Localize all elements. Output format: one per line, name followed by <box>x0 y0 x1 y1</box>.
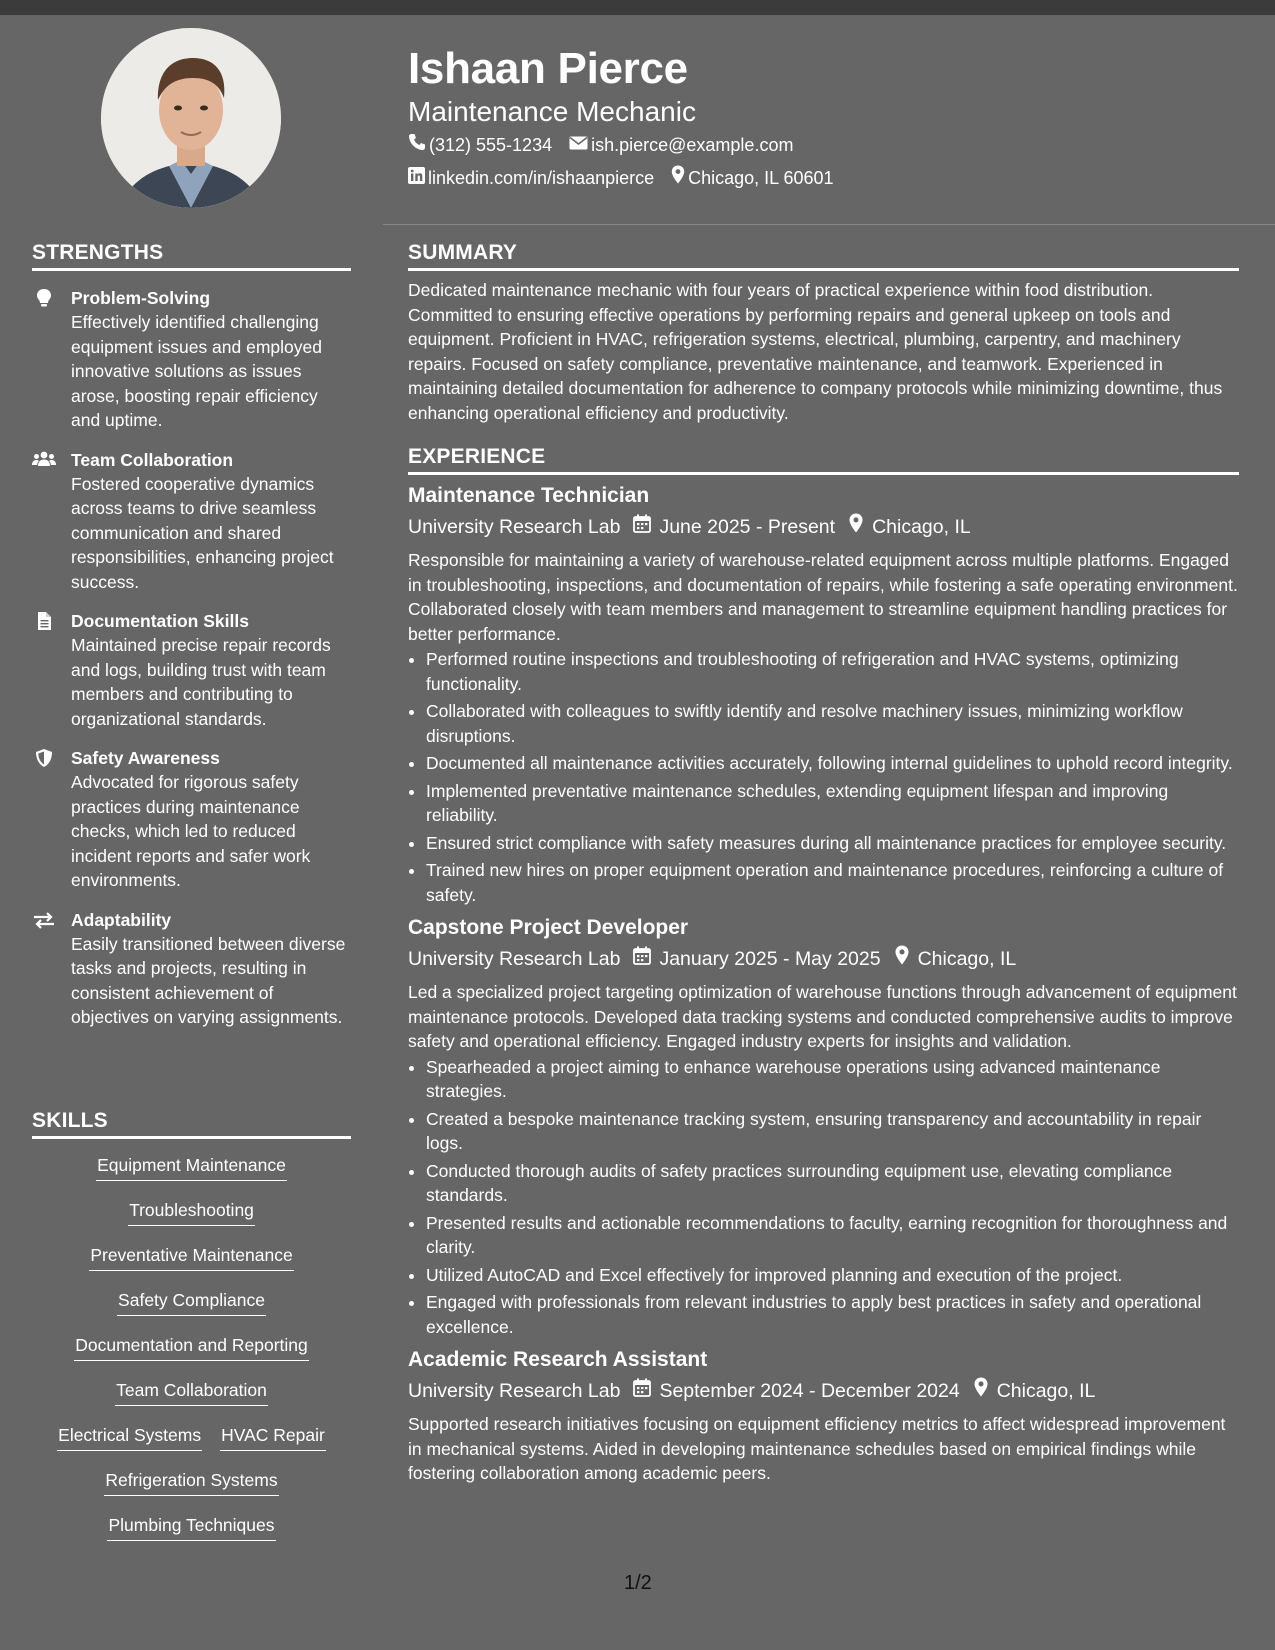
calendar-icon <box>620 1376 659 1406</box>
candidate-role: Maintenance Mechanic <box>408 96 696 127</box>
job-dates: January 2025 - May 2025 <box>659 948 881 970</box>
job-title: Academic Research Assistant <box>408 1348 708 1371</box>
shield-icon <box>32 748 56 768</box>
map-pin-icon <box>881 944 918 974</box>
exchange-icon <box>32 910 56 930</box>
skills-list <box>32 1153 351 1558</box>
job-dates: June 2025 - Present <box>659 516 836 538</box>
skill-tag: Refrigeration Systems <box>104 1468 278 1496</box>
strength-title: Problem-Solving <box>71 288 211 308</box>
location-contact <box>671 165 833 190</box>
email-contact[interactable] <box>569 133 793 157</box>
strengths-heading: STRENGTHS <box>32 241 351 271</box>
phone-icon <box>408 133 426 157</box>
list-item: • Created a bespoke maintenance tracking system, ensuring transparency and accountability in repair logs. <box>426 1107 1239 1156</box>
job-org: University Research Lab <box>408 948 621 970</box>
strength-desc: Maintained precise repair records and logs, building trust with team members and contributing to organizational standards. <box>71 635 331 729</box>
job-bullets <box>408 1055 1239 1340</box>
skill-tag: Team Collaboration <box>115 1378 268 1406</box>
list-item: • Documented all maintenance activities accurately, following internal guidelines to uphold record integrity. <box>426 751 1239 776</box>
job-title: Maintenance Technician <box>408 484 650 507</box>
skill-tag: HVAC Repair <box>220 1423 326 1451</box>
skills-heading: SKILLS <box>32 1109 351 1139</box>
header-divider <box>383 224 1275 225</box>
phone-contact[interactable] <box>408 133 552 157</box>
email-text: ish.pierce@example.com <box>591 135 794 155</box>
location-text: Chicago, IL 60601 <box>688 167 834 188</box>
calendar-icon <box>620 944 659 974</box>
list-item: • Engaged with professionals from relevant industries to apply best practices in safety and operational excellence. <box>426 1290 1239 1339</box>
skill-tag: Electrical Systems <box>57 1423 202 1451</box>
envelope-icon <box>569 133 588 157</box>
experience-heading: EXPERIENCE <box>408 445 1239 475</box>
job-location: Chicago, IL <box>917 948 1017 970</box>
job-org: University Research Lab <box>408 1380 621 1402</box>
strength-desc: Advocated for rigorous safety practices during maintenance checks, which led to reduced incident reports and safer work environments. <box>71 772 311 890</box>
strength-title: Safety Awareness <box>71 748 220 768</box>
map-pin-icon <box>671 165 685 190</box>
job-meta <box>408 1376 1239 1406</box>
strength-title: Documentation Skills <box>71 611 249 631</box>
linkedin-icon <box>408 166 425 190</box>
contact-row-2 <box>408 165 834 190</box>
strength-item <box>32 609 351 731</box>
job-location: Chicago, IL <box>872 516 971 538</box>
strength-title: Adaptability <box>71 909 172 930</box>
list-item: • Trained new hires on proper equipment operation and maintenance procedures, reinforcing a culture of safety. <box>426 858 1239 907</box>
strength-item <box>32 286 351 433</box>
job-meta <box>408 512 1239 542</box>
list-item: • Collaborated with colleagues to swiftly identify and resolve machinery issues, minimizing workflow disruptions. <box>426 699 1239 748</box>
skill-tag: Safety Compliance <box>117 1288 266 1316</box>
skill-tag: Troubleshooting <box>128 1198 255 1226</box>
contact-row-1 <box>408 133 793 157</box>
job-org: University Research Lab <box>408 516 621 538</box>
top-bar <box>0 0 1275 15</box>
experience-section <box>408 445 1239 1486</box>
job-entry <box>408 914 1239 1339</box>
linkedin-text: linkedin.com/in/ishaanpierce <box>428 167 655 188</box>
strength-desc: Easily transitioned between diverse tasks and projects, resulting in consistent achievement of objectives on varying assignments. <box>71 933 346 1027</box>
strength-desc: Fostered cooperative dynamics across teams to drive seamless communication and shared responsibilities, enhancing project success. <box>71 473 334 592</box>
strength-item <box>32 448 351 595</box>
strength-title: Team Collaboration <box>71 449 234 470</box>
list-item: • Implemented preventative maintenance schedules, extending equipment lifespan and improving reliability. <box>426 779 1239 828</box>
users-icon <box>32 450 56 470</box>
skill-tag: Documentation and Reporting <box>74 1333 309 1361</box>
list-item: • Performed routine inspections and troubleshooting of refrigeration and HVAC systems, optimizing functionality. <box>426 647 1239 696</box>
strength-desc: Effectively identified challenging equipment issues and employed innovative solutions as issues arose, boosting repair efficiency and uptime. <box>71 312 322 430</box>
summary-section <box>408 241 1239 425</box>
job-entry <box>408 482 1239 907</box>
list-item: • Spearheaded a project aiming to enhance warehouse operations using advanced maintenance strategies. <box>426 1055 1239 1104</box>
list-item: • Presented results and actionable recommendations to faculty, earning recognition for thoroughness and clarity. <box>426 1211 1239 1260</box>
job-bullets <box>408 647 1239 907</box>
skill-tag: Plumbing Techniques <box>107 1513 275 1541</box>
skills-section <box>32 1109 351 1558</box>
summary-heading: SUMMARY <box>408 241 1239 271</box>
linkedin-contact[interactable] <box>408 165 654 190</box>
job-meta <box>408 944 1239 974</box>
skill-tag: Equipment Maintenance <box>96 1153 287 1181</box>
candidate-name: Ishaan Pierce <box>408 44 688 93</box>
job-entry <box>408 1346 1239 1486</box>
job-dates: September 2024 - December 2024 <box>659 1380 960 1402</box>
job-description: Supported research initiatives focusing on equipment efficiency metrics to affect widespread improvement in mechanical systems. Aided in developing maintenance schedules based on empirical findings while fostering collaboration among academic peers. <box>408 1414 1226 1483</box>
job-title: Capstone Project Developer <box>408 916 689 939</box>
list-item: • Ensured strict compliance with safety measures during all maintenance practices for employee security. <box>426 831 1239 856</box>
calendar-icon <box>620 512 659 542</box>
list-item: • Utilized AutoCAD and Excel effectively for improved planning and execution of the project. <box>426 1263 1239 1288</box>
strengths-section <box>32 241 351 1030</box>
job-description: Responsible for maintaining a variety of warehouse-related equipment across multiple platforms. Engaged in troubleshooting, inspections, and documentation of repairs, while fostering a safe operating environment. Collaborated closely with team members and management to streamline equipment handling practices for better performance. <box>408 550 1238 644</box>
job-description: Led a specialized project targeting optimization of warehouse functions through advancement of equipment maintenance protocols. Developed data tracking systems and conducted comprehensive audits to improve safety and operational efficiency. Engaged industry experts for insights and validation. <box>408 982 1237 1051</box>
map-pin-icon <box>835 512 872 542</box>
avatar <box>101 28 281 208</box>
phone-text: (312) 555-1234 <box>429 135 553 155</box>
lightbulb-icon <box>32 288 56 308</box>
skill-tag: Preventative Maintenance <box>89 1243 293 1271</box>
document-icon <box>32 611 56 631</box>
page-number: 1/2 <box>624 1572 652 1594</box>
summary-text: Dedicated maintenance mechanic with four years of practical experience within food distribution. Committed to ensuring effective operations by performing repairs and general upkeep on tools and equipment. Proficient in HVAC, refrigeration systems, electrical, plumbing, carpentry, and machinery repairs. Focused on safety compliance, preventative maintenance, and teamwork. Experienced in maintaining detailed documentation for adherence to company protocols while minimizing downtime, thus enhancing operational efficiency and productivity. <box>408 280 1223 423</box>
strength-item <box>32 908 351 1030</box>
map-pin-icon <box>960 1376 997 1406</box>
list-item: • Conducted thorough audits of safety practices surrounding equipment use, elevating compliance standards. <box>426 1159 1239 1208</box>
strength-item <box>32 746 351 893</box>
job-location: Chicago, IL <box>996 1380 1096 1402</box>
